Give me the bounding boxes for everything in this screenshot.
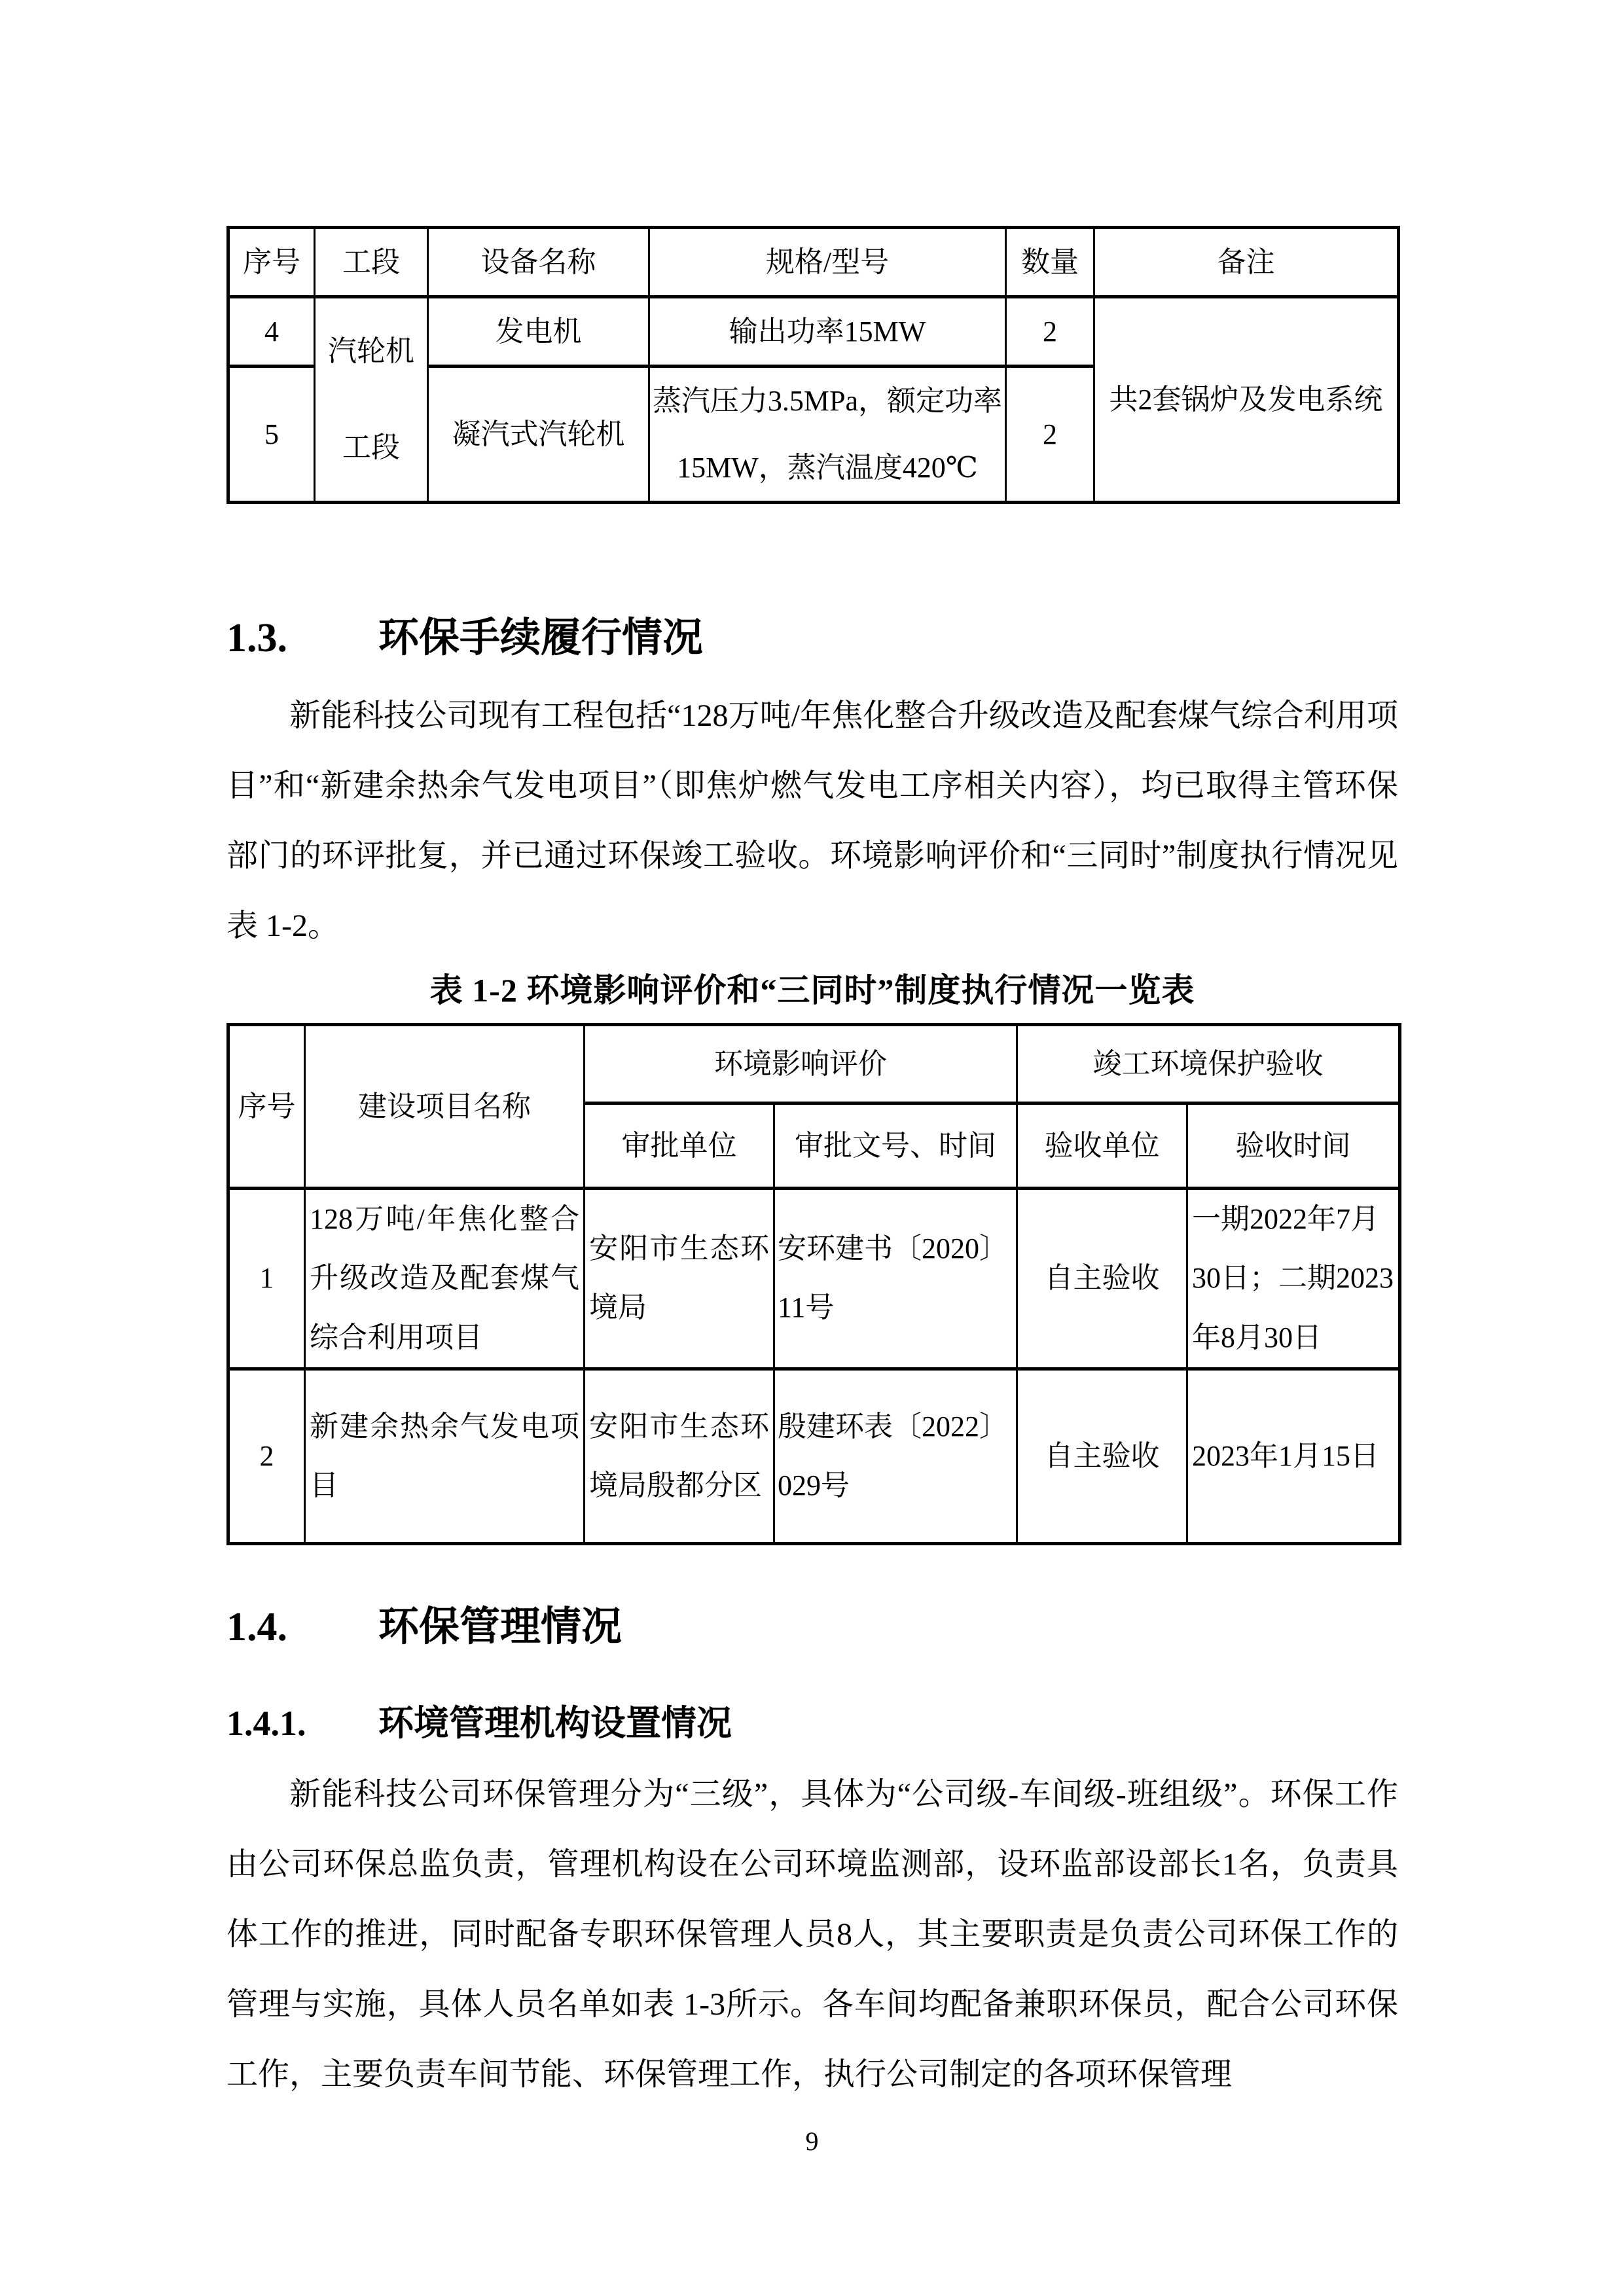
section-line-1: 汽轮机 bbox=[328, 335, 414, 368]
cell-approval-unit: 安阳市生态环境局 bbox=[585, 1189, 774, 1369]
heading-title: 环保管理情况 bbox=[378, 1604, 623, 1649]
paragraph-1-3: 新能科技公司现有工程包括“128万吨/年焦化整合升级改造及配套煤气综合利用项目”和“新建余热余气发电项目”（即焦炉燃气发电工序相关内容），均已取得主管环保部门的环评批复，并已通过环保竣工验收。环境影响评价和“三同时”制度执行情况见表 1-2。 bbox=[226, 698, 1398, 944]
heading-title: 环境管理机构设置情况 bbox=[378, 1704, 732, 1744]
col-header-approval-unit: 审批单位 bbox=[585, 1103, 774, 1189]
cell-equipment-name: 发电机 bbox=[428, 297, 649, 367]
col-header-acceptance-unit: 验收单位 bbox=[1017, 1103, 1187, 1189]
cell-acceptance-time: 2023年1月15日 bbox=[1187, 1369, 1400, 1543]
section-line-2: 工段 bbox=[342, 431, 400, 464]
cell-approval-doc: 安环建书〔2020〕11号 bbox=[774, 1189, 1017, 1369]
col-header-qty: 数量 bbox=[1006, 228, 1094, 297]
cell-acceptance-time: 一期2022年7月30日；二期2023年8月30日 bbox=[1187, 1189, 1400, 1369]
section-heading-1-3 bbox=[226, 614, 1398, 662]
cell-acceptance-unit: 自主验收 bbox=[1017, 1189, 1187, 1369]
col-header-no: 序号 bbox=[228, 228, 315, 297]
table-row bbox=[228, 1369, 1400, 1543]
equipment-table-header-row bbox=[228, 228, 1399, 297]
cell-qty: 2 bbox=[1006, 367, 1094, 502]
cell-equipment-name: 凝汽式汽轮机 bbox=[428, 367, 649, 502]
col-header-project: 建设项目名称 bbox=[305, 1025, 585, 1189]
equipment-table bbox=[226, 226, 1400, 504]
page-number: 9 bbox=[805, 2126, 819, 2156]
cell-no: 1 bbox=[228, 1189, 305, 1369]
col-header-name: 设备名称 bbox=[428, 228, 649, 297]
cell-section-merged bbox=[315, 297, 428, 503]
cell-no: 2 bbox=[228, 1369, 305, 1543]
group-header-eia: 环境影响评价 bbox=[585, 1025, 1017, 1103]
col-header-approval-doc: 审批文号、时间 bbox=[774, 1103, 1017, 1189]
cell-project: 128万吨/年焦化整合升级改造及配套煤气综合利用项目 bbox=[305, 1189, 585, 1369]
table-1-2-group-header-row bbox=[228, 1025, 1400, 1103]
paragraph-1-4-1: 新能科技公司环保管理分为“三级”，具体为“公司级-车间级-班组级”。环保工作由公司环保总监负责，管理机构设在公司环境监测部，设环监部设部长1名，负责具体工作的推进，同时配备专职环保管理人员8人，其主要职责是负责公司环保工作的管理与实施，具体人员名单如表 1-3所示。各车间均配备兼职环保员，配合公司环保工作，主要负责车间节能、环保管理工作，执行公司制定的各项环保管理 bbox=[226, 1776, 1398, 2092]
section-heading-1-4-1 bbox=[226, 1702, 1398, 1745]
cell-spec: 输出功率15MW bbox=[649, 297, 1006, 367]
cell-approval-doc: 殷建环表〔2022〕029号 bbox=[774, 1369, 1017, 1543]
section-heading-1-4 bbox=[226, 1603, 1398, 1651]
table-row bbox=[228, 297, 1399, 367]
cell-acceptance-unit: 自主验收 bbox=[1017, 1369, 1187, 1543]
cell-project: 新建余热余气发电项目 bbox=[305, 1369, 585, 1543]
table-1-2-caption: 表 1-2 环境影响评价和“三同时”制度执行情况一览表 bbox=[429, 972, 1195, 1009]
heading-number: 1.4.1. bbox=[226, 1704, 306, 1744]
eia-acceptance-table bbox=[226, 1023, 1401, 1545]
cell-no: 4 bbox=[228, 297, 315, 367]
heading-title: 环保手续履行情况 bbox=[378, 615, 704, 660]
cell-no: 5 bbox=[228, 367, 315, 502]
heading-number: 1.3. bbox=[226, 615, 287, 660]
cell-remark-merged: 共2套锅炉及发电系统 bbox=[1094, 297, 1399, 503]
col-header-section: 工段 bbox=[315, 228, 428, 297]
col-header-remark: 备注 bbox=[1094, 228, 1399, 297]
cell-spec: 蒸汽压力3.5MPa，额定功率15MW，蒸汽温度420℃ bbox=[649, 367, 1006, 502]
cell-approval-unit: 安阳市生态环境局殷都分区 bbox=[585, 1369, 774, 1543]
heading-number: 1.4. bbox=[226, 1604, 287, 1649]
cell-qty: 2 bbox=[1006, 297, 1094, 367]
group-header-acceptance: 竣工环境保护验收 bbox=[1017, 1025, 1400, 1103]
col-header-spec: 规格/型号 bbox=[649, 228, 1006, 297]
col-header-acceptance-time: 验收时间 bbox=[1187, 1103, 1400, 1189]
table-row bbox=[228, 1189, 1400, 1369]
col-header-no: 序号 bbox=[228, 1025, 305, 1189]
